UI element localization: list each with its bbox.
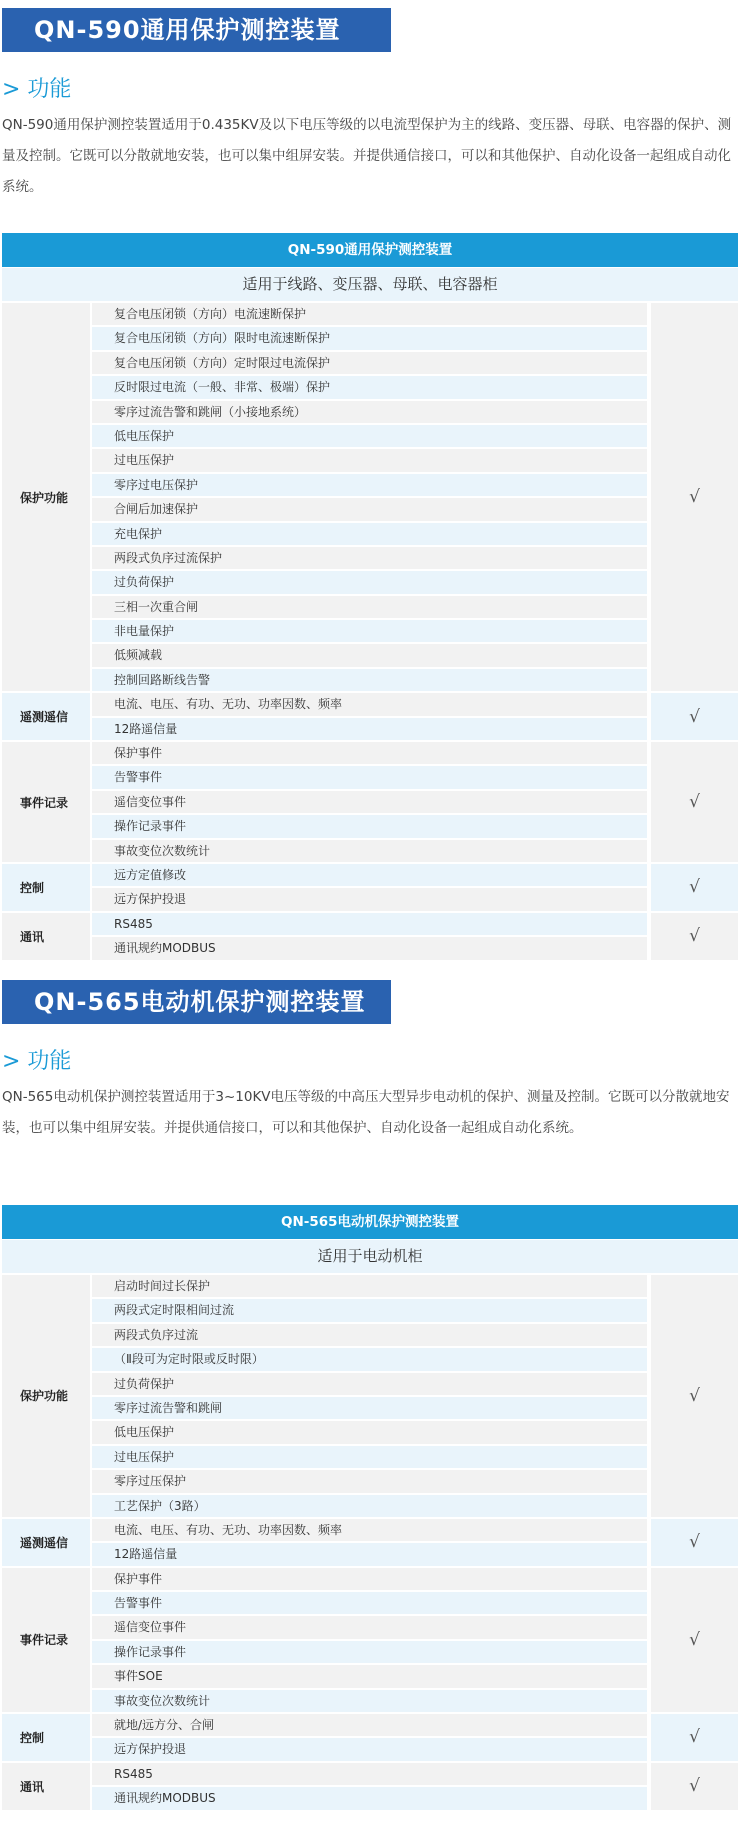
spec-item: 两段式定时限相间过流 [92,1299,647,1321]
check-mark: √ [651,1275,738,1517]
spec-item: 电流、电压、有功、无功、功率因数、频率 [92,1519,647,1541]
spec-item: 操作记录事件 [92,815,647,837]
spec-item: 远方保护投退 [92,1738,647,1760]
function-heading: > 功能 [2,77,72,102]
spec-group [2,303,738,691]
spec-item: 启动时间过长保护 [92,1275,647,1297]
spec-item: 保护事件 [92,742,647,764]
spec-group-label: 通讯 [2,913,90,960]
spec-item: 操作记录事件 [92,1641,647,1663]
spec-group [2,1519,738,1566]
product-intro: QN-565电动机保护测控装置适用于3~10KV电压等级的中高压大型异步电动机的保护、测量及控制。它既可以分散就地安装，也可以集中组屏安装。并提供通信接口，可以和其他保护、自动化设备一起组成自动化系统。 [2,1089,730,1136]
spec-item: 工艺保护（3路） [92,1495,647,1517]
spec-item: 过负荷保护 [92,571,647,593]
spec-group [2,864,738,911]
spec-item: 两段式负序过流保护 [92,547,647,569]
spec-group-label: 控制 [2,864,90,911]
spec-group [2,742,738,862]
product-intro: QN-590通用保护测控装置适用于0.435KV及以下电压等级的以电流型保护为主的线路、变压器、母联、电容器的保护、测量及控制。它既可以分散就地安装，也可以集中组屏安装。并提供通信接口，可以和其他保护、自动化设备一起组成自动化系统。 [2,117,732,195]
spec-item: 零序过流告警和跳闸 [92,1397,647,1419]
spec-item: 12路遥信量 [92,1543,647,1565]
check-mark: √ [651,303,738,691]
spec-item: 充电保护 [92,523,647,545]
spec-item: 非电量保护 [92,620,647,642]
spec-group-label: 通讯 [2,1763,90,1810]
spec-group-items [92,1714,647,1761]
spec-group [2,1714,738,1761]
spec-item: 远方保护投退 [92,888,647,910]
spec-item: 零序过电压保护 [92,474,647,496]
spec-group-label: 遥测遥信 [2,1519,90,1566]
spec-item: 过负荷保护 [92,1373,647,1395]
spec-group-label: 保护功能 [2,1275,90,1517]
spec-group-items [92,1275,647,1517]
check-mark: √ [651,864,738,911]
spec-item: 事件SOE [92,1665,647,1687]
spec-item: 通讯规约MODBUS [92,1787,647,1809]
spec-group [2,1568,738,1712]
spec-item: 保护事件 [92,1568,647,1590]
spec-item: 事故变位次数统计 [92,1690,647,1712]
spec-item: 三相一次重合闸 [92,596,647,618]
spec-item: 两段式负序过流 [92,1324,647,1346]
spec-item: 复合电压闭锁（方向）电流速断保护 [92,303,647,325]
spec-item: 零序过压保护 [92,1470,647,1492]
spec-item: 过电压保护 [92,1446,647,1468]
spec-group-items [92,303,647,691]
spec-item: 复合电压闭锁（方向）限时电流速断保护 [92,327,647,349]
check-mark: √ [651,742,738,862]
spec-group-items [92,1763,647,1810]
spec-table-subheader: 适用于线路、变压器、母联、电容器柜 [2,268,738,301]
spec-group-items [92,1568,647,1712]
spec-group [2,1275,738,1517]
spec-group-label: 事件记录 [2,1568,90,1712]
spec-group-items [92,742,647,862]
spec-group [2,913,738,960]
spec-groups [2,303,738,960]
check-mark: √ [651,1568,738,1712]
spec-group-label: 事件记录 [2,742,90,862]
spec-item: 远方定值修改 [92,864,647,886]
spec-item: 过电压保护 [92,449,647,471]
spec-group-items [92,693,647,740]
check-mark: √ [651,913,738,960]
spec-group-label: 遥测遥信 [2,693,90,740]
spec-groups [2,1275,738,1810]
spec-item: 复合电压闭锁（方向）定时限过电流保护 [92,352,647,374]
spec-item: 零序过流告警和跳闸（小接地系统） [92,401,647,423]
spec-item: RS485 [92,913,647,935]
check-mark: √ [651,693,738,740]
product-title: QN-565电动机保护测控装置 [2,980,391,1024]
spec-table-header: QN-590通用保护测控装置 [2,233,738,267]
spec-item: 低电压保护 [92,425,647,447]
spec-item: 低电压保护 [92,1421,647,1443]
check-mark: √ [651,1519,738,1566]
spec-item: 控制回路断线告警 [92,669,647,691]
spec-item: 通讯规约MODBUS [92,937,647,959]
spec-item: 告警事件 [92,1592,647,1614]
spec-item: 告警事件 [92,766,647,788]
spec-table-subheader: 适用于电动机柜 [2,1240,738,1273]
spec-item: 12路遥信量 [92,718,647,740]
spec-group-label: 控制 [2,1714,90,1761]
spec-item: 电流、电压、有功、无功、功率因数、频率 [92,693,647,715]
spec-item: 合闸后加速保护 [92,498,647,520]
spec-table [2,233,738,960]
spec-item: 就地/远方分、合闸 [92,1714,647,1736]
check-mark: √ [651,1763,738,1810]
spec-table [2,1205,738,1810]
spec-group-items [92,864,647,911]
spec-item: RS485 [92,1763,647,1785]
spec-group-label: 保护功能 [2,303,90,691]
function-heading: > 功能 [2,1049,72,1074]
spec-table-header: QN-565电动机保护测控装置 [2,1205,738,1239]
spec-group-items [92,1519,647,1566]
spec-group [2,693,738,740]
product-title: QN-590通用保护测控装置 [2,8,391,52]
spec-item: 反时限过电流（一般、非常、极端）保护 [92,376,647,398]
check-mark: √ [651,1714,738,1761]
spec-item: 事故变位次数统计 [92,840,647,862]
spec-item: 遥信变位事件 [92,791,647,813]
spec-item: 低频减载 [92,644,647,666]
spec-item: 遥信变位事件 [92,1616,647,1638]
spec-item: （Ⅱ段可为定时限或反时限） [92,1348,647,1370]
spec-group [2,1763,738,1810]
spec-group-items [92,913,647,960]
